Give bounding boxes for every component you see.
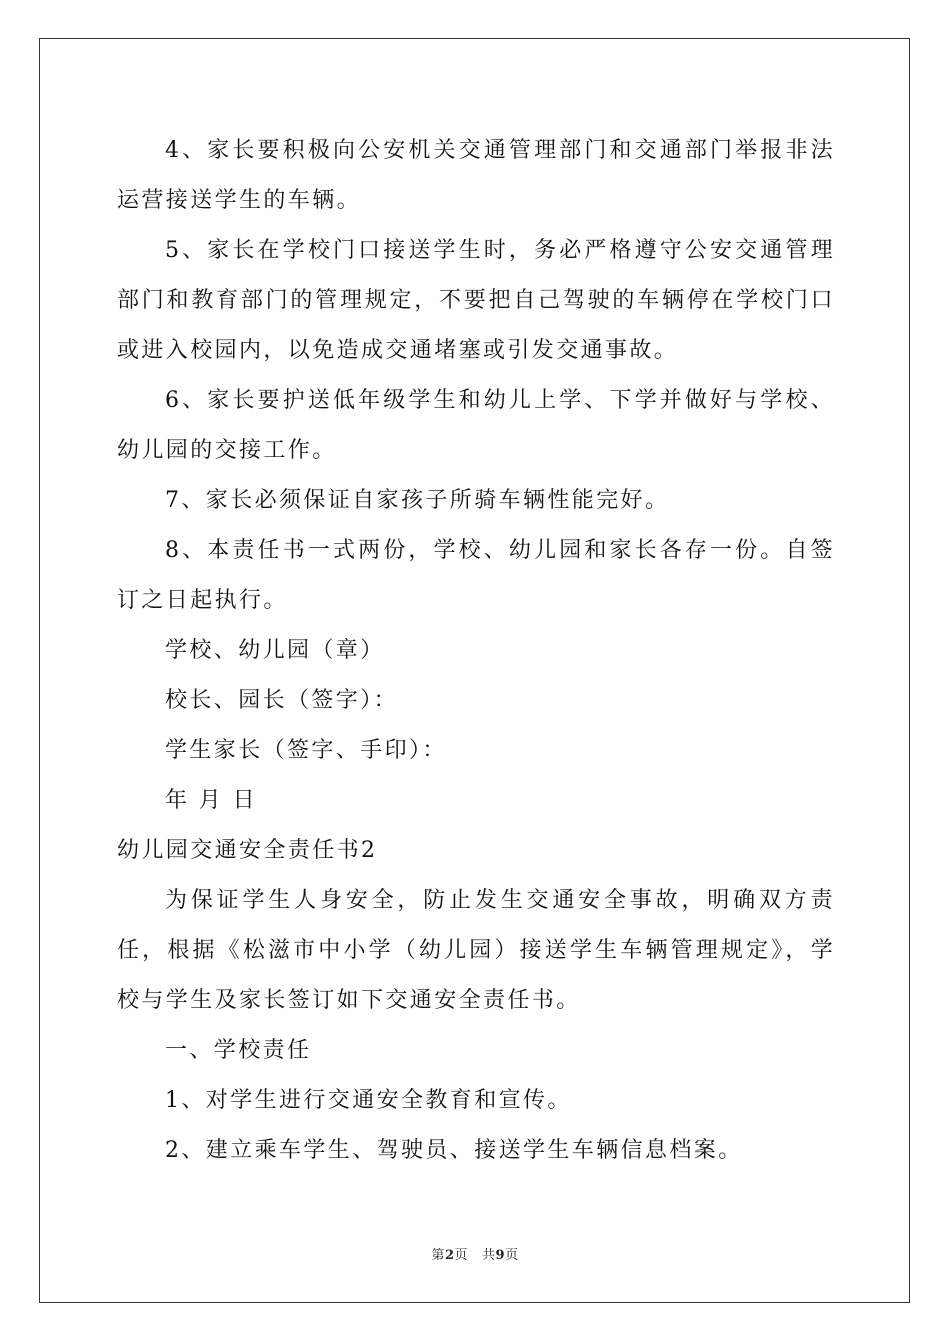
page-footer (0, 1248, 950, 1264)
section-title: 幼儿园交通安全责任书2 (117, 838, 378, 863)
document-body (117, 126, 835, 1176)
paragraph-item-6: 6、家长要护送低年级学生和幼儿上学、下学并做好与学校、幼儿园的交接工作。 (117, 388, 835, 463)
paragraph-item-1: 1、对学生进行交通安全教育和宣传。 (165, 1088, 572, 1113)
total-pages: 9 (495, 1248, 506, 1263)
signature-date: 年 月 日 (165, 788, 257, 813)
paragraph-item-4: 4、家长要积极向公安机关交通管理部门和交通部门举报非法运营接送学生的车辆。 (117, 138, 835, 213)
subsection-heading: 一、学校责任 (165, 1038, 312, 1063)
paragraph-item-2: 2、建立乘车学生、驾驶员、接送学生车辆信息档案。 (165, 1138, 743, 1163)
signature-school-seal: 学校、幼儿园（章） (165, 638, 385, 663)
paragraph-item-5: 5、家长在学校门口接送学生时，务必严格遵守公安交通管理部门和教育部门的管理规定，不要把自己驾驶的车辆停在学校门口或进入校园内，以免造成交通堵塞或引发交通事故。 (117, 238, 835, 363)
total-prefix: 共 (482, 1248, 496, 1263)
paragraph-item-8: 8、本责任书一式两份，学校、幼儿园和家长各存一份。自签订之日起执行。 (117, 538, 835, 613)
signature-parent: 学生家长（签字、手印）： (165, 738, 447, 763)
intro-paragraph: 为保证学生人身安全，防止发生交通安全事故，明确双方责任，根据《松滋市中小学（幼儿园）接送学生车辆管理规定》，学校与学生及家长签订如下交通安全责任书。 (117, 888, 835, 1013)
page-prefix: 第 (431, 1248, 445, 1263)
page-number: 2 (444, 1248, 455, 1263)
page-suffix: 页 (454, 1248, 468, 1263)
signature-principal: 校长、园长（签字）： (165, 688, 399, 713)
paragraph-item-7: 7、家长必须保证自家孩子所骑车辆性能完好。 (165, 488, 670, 513)
total-suffix: 页 (505, 1248, 519, 1263)
